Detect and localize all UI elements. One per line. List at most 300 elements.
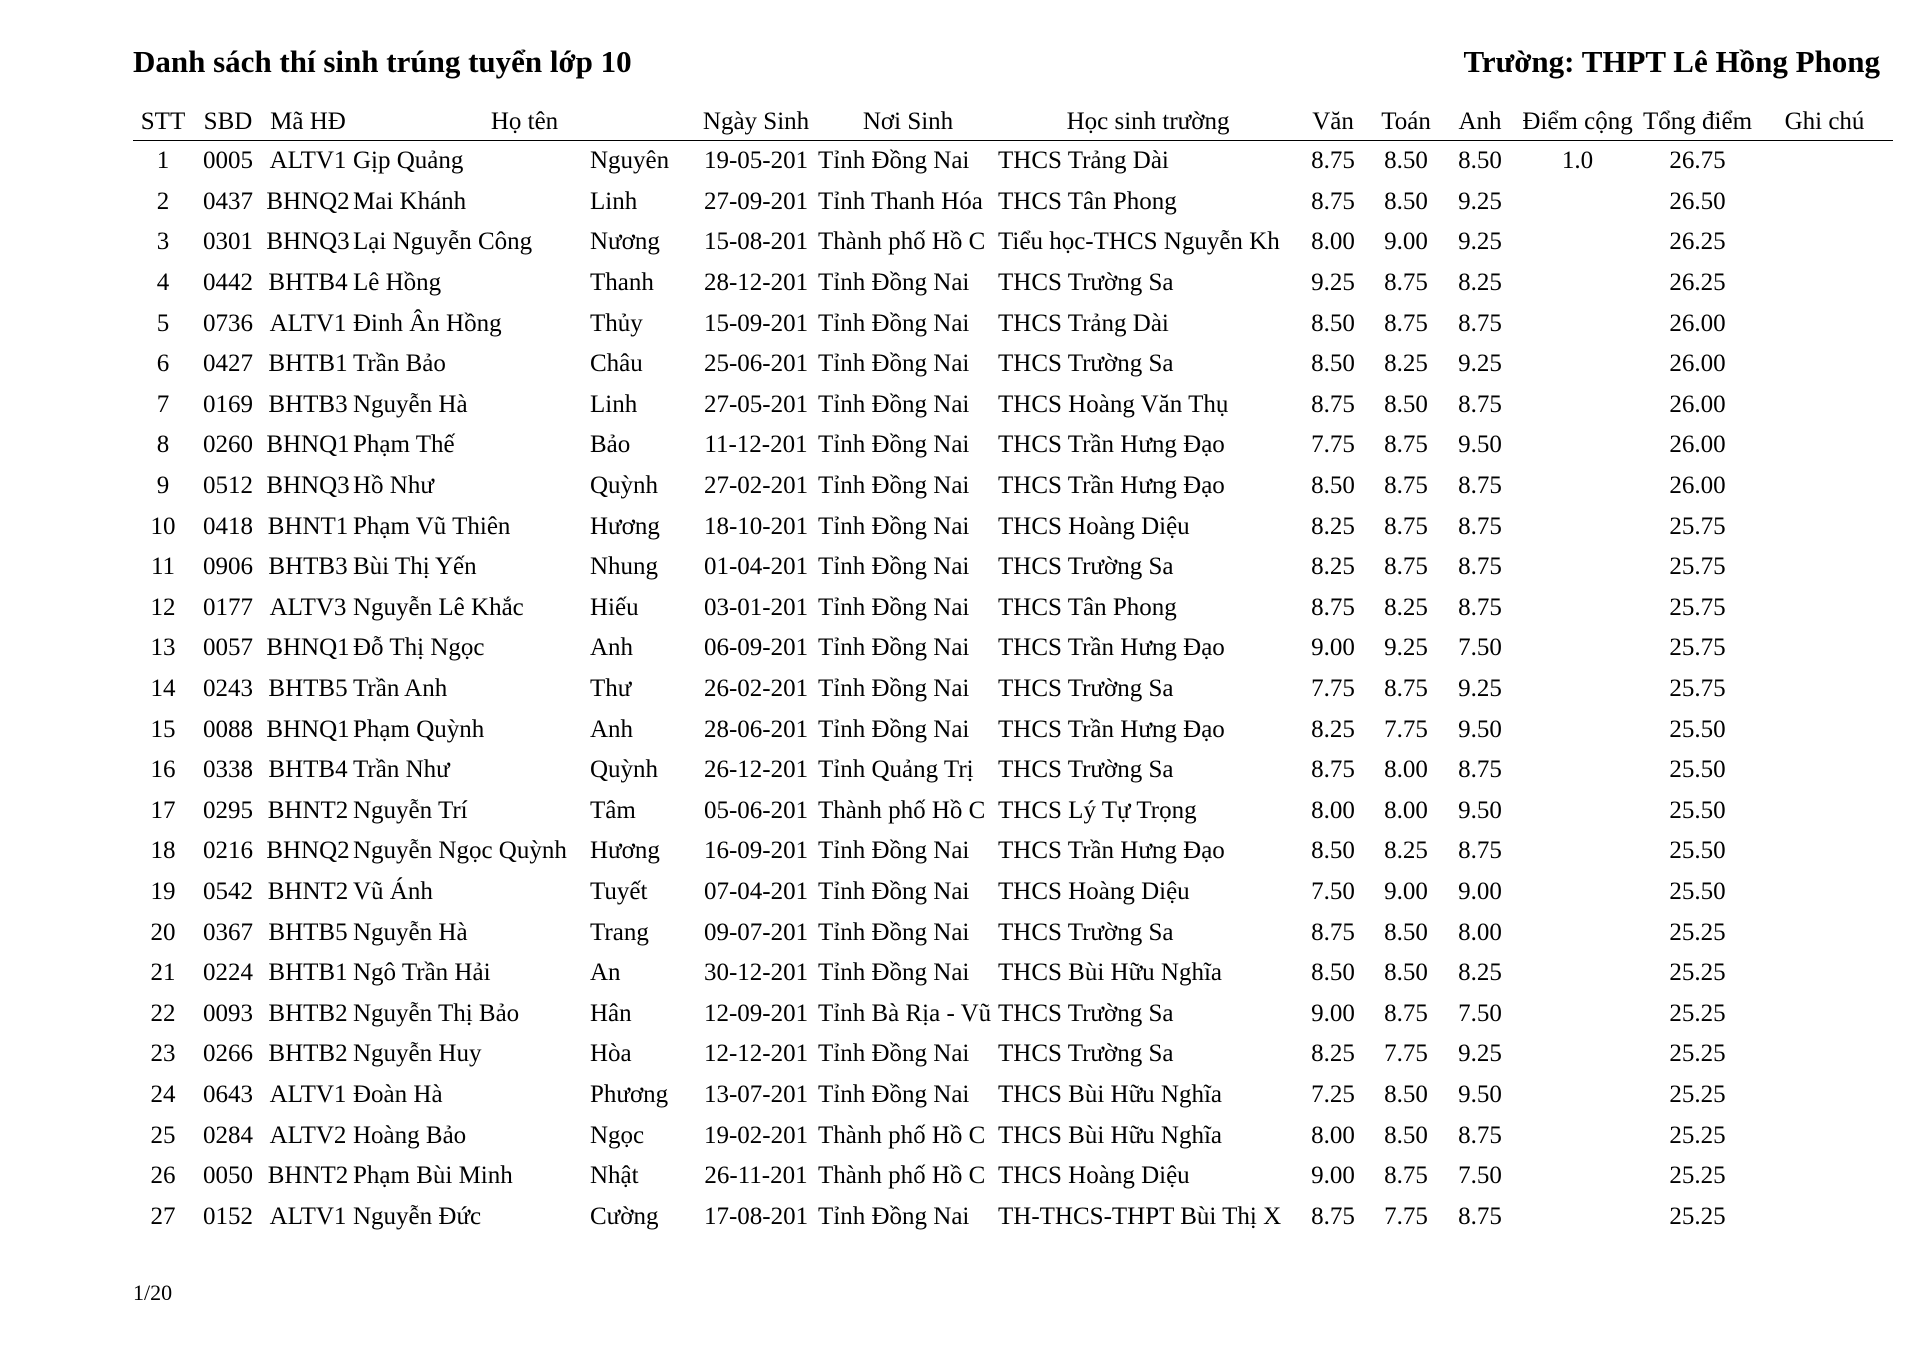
cell-diem-cong — [1516, 750, 1639, 791]
table-row — [133, 466, 1893, 507]
cell-ngay-sinh: 06-09-201 — [703, 634, 809, 662]
cell-ten: Phương — [590, 1080, 669, 1108]
cell-anh: 8.75 — [1458, 1121, 1502, 1149]
cell-diem-cong — [1516, 182, 1639, 223]
cell-tong-diem: 26.00 — [1669, 472, 1726, 500]
cell-diem-cong — [1516, 912, 1639, 953]
cell-sbd: 0284 — [203, 1121, 253, 1149]
cell-stt: 5 — [156, 309, 170, 337]
cell-ten: Hòa — [590, 1040, 632, 1068]
cell-ngay-sinh: 12-12-201 — [703, 1040, 809, 1068]
cell-noi-sinh: Tỉnh Đồng Nai — [818, 634, 970, 662]
cell-ghi-chu — [1756, 709, 1893, 750]
header-ho-ten: Họ tên — [353, 104, 696, 141]
cell-diem-cong — [1516, 263, 1639, 304]
cell-truong: THCS Trảng Dài — [998, 147, 1169, 175]
cell-noi-sinh: Tỉnh Đồng Nai — [818, 837, 970, 865]
cell-sbd: 0152 — [203, 1202, 253, 1230]
cell-ma-hd: BHNQ1 — [266, 634, 350, 662]
cell-noi-sinh: Thành phố Hồ C — [818, 228, 986, 256]
cell-truong: THCS Trường Sa — [998, 918, 1174, 946]
table-row — [133, 344, 1893, 385]
cell-anh: 8.75 — [1458, 512, 1502, 540]
cell-sbd: 0542 — [203, 877, 253, 905]
cell-ten: Cường — [590, 1202, 659, 1230]
cell-sbd: 0005 — [203, 147, 253, 175]
header-sbd: SBD — [193, 104, 263, 141]
table-row — [133, 141, 1893, 182]
table-row — [133, 709, 1893, 750]
cell-toan: 8.50 — [1384, 147, 1428, 175]
table-row — [133, 303, 1893, 344]
cell-noi-sinh: Tỉnh Đồng Nai — [818, 472, 970, 500]
table-row — [133, 182, 1893, 223]
cell-diem-cong — [1516, 1196, 1639, 1237]
cell-sbd: 0093 — [203, 999, 253, 1027]
cell-ma-hd: BHNQ1 — [266, 431, 350, 459]
cell-noi-sinh: Tỉnh Đồng Nai — [818, 390, 970, 418]
cell-stt: 6 — [156, 350, 170, 378]
cell-anh: 8.00 — [1458, 918, 1502, 946]
cell-diem-cong — [1516, 1156, 1639, 1197]
cell-diem-cong — [1516, 669, 1639, 710]
cell-stt: 14 — [150, 675, 176, 703]
cell-van: 7.50 — [1311, 877, 1355, 905]
table-row — [133, 263, 1893, 304]
cell-truong: THCS Hoàng Văn Thụ — [998, 390, 1229, 418]
cell-ho-dem: Nguyễn Hà — [353, 918, 468, 946]
cell-diem-cong — [1516, 506, 1639, 547]
cell-ma-hd: BHNQ2 — [266, 187, 350, 215]
cell-ho-dem: Nguyễn Thị Bảo — [353, 999, 520, 1027]
cell-ghi-chu — [1756, 506, 1893, 547]
cell-sbd: 0295 — [203, 796, 253, 824]
cell-ghi-chu — [1756, 1196, 1893, 1237]
cell-ngay-sinh: 27-05-201 — [703, 390, 809, 418]
cell-anh: 8.75 — [1458, 390, 1502, 418]
cell-ho-dem: Phạm Bùi Minh — [353, 1162, 513, 1190]
cell-tong-diem: 25.25 — [1669, 1040, 1726, 1068]
header-toan: Toán — [1368, 104, 1444, 141]
cell-truong: THCS Trường Sa — [998, 756, 1174, 784]
cell-ghi-chu — [1756, 425, 1893, 466]
cell-ma-hd: BHTB5 — [268, 918, 348, 946]
cell-toan: 8.75 — [1384, 512, 1428, 540]
cell-sbd: 0177 — [203, 593, 253, 621]
cell-ma-hd: ALTV1 — [269, 147, 347, 175]
cell-stt: 22 — [150, 999, 176, 1027]
cell-ho-dem: Nguyễn Ngọc Quỳnh — [353, 837, 567, 865]
cell-stt: 2 — [156, 187, 170, 215]
cell-tong-diem: 25.50 — [1669, 837, 1726, 865]
cell-sbd: 0088 — [203, 715, 253, 743]
cell-noi-sinh: Thành phố Hồ C — [818, 1162, 986, 1190]
cell-ma-hd: BHTB4 — [268, 269, 348, 297]
cell-ghi-chu — [1756, 182, 1893, 223]
cell-diem-cong — [1516, 466, 1639, 507]
cell-toan: 8.25 — [1384, 593, 1428, 621]
cell-stt: 27 — [150, 1202, 176, 1230]
cell-ngay-sinh: 28-06-201 — [703, 715, 809, 743]
cell-ghi-chu — [1756, 791, 1893, 832]
cell-diem-cong — [1516, 222, 1639, 263]
cell-ma-hd: BHTB1 — [268, 959, 348, 987]
cell-ho-dem: Đinh Ân Hồng — [353, 309, 502, 337]
cell-noi-sinh: Tỉnh Đồng Nai — [818, 1202, 970, 1230]
cell-ho-dem: Lê Hồng — [353, 269, 442, 297]
cell-ten: Thanh — [590, 269, 654, 297]
cell-ten: Anh — [590, 634, 634, 662]
cell-ma-hd: ALTV1 — [269, 1080, 347, 1108]
cell-ghi-chu — [1756, 141, 1893, 182]
cell-anh: 8.75 — [1458, 837, 1502, 865]
cell-toan: 7.75 — [1384, 715, 1428, 743]
cell-ho-dem: Vũ Ánh — [353, 877, 433, 905]
header-stt: STT — [133, 104, 193, 141]
cell-van: 8.75 — [1311, 187, 1355, 215]
cell-toan: 8.50 — [1384, 959, 1428, 987]
cell-anh: 8.75 — [1458, 472, 1502, 500]
cell-tong-diem: 26.00 — [1669, 390, 1726, 418]
cell-diem-cong — [1516, 588, 1639, 629]
cell-ten: Quỳnh — [590, 472, 659, 500]
cell-van: 8.75 — [1311, 390, 1355, 418]
cell-truong: TH-THCS-THPT Bùi Thị X — [998, 1202, 1282, 1230]
cell-ngay-sinh: 17-08-201 — [703, 1202, 809, 1230]
cell-stt: 15 — [150, 715, 176, 743]
cell-diem-cong — [1516, 831, 1639, 872]
cell-anh: 8.75 — [1458, 309, 1502, 337]
cell-toan: 8.00 — [1384, 756, 1428, 784]
table-row — [133, 750, 1893, 791]
cell-ho-dem: Nguyễn Lê Khắc — [353, 593, 524, 621]
cell-ten: Châu — [590, 350, 643, 378]
cell-ten: Linh — [590, 390, 638, 418]
cell-ten: Nương — [590, 228, 660, 256]
cell-tong-diem: 26.00 — [1669, 431, 1726, 459]
cell-tong-diem: 25.50 — [1669, 877, 1726, 905]
cell-diem-cong: 1.0 — [1561, 147, 1594, 175]
cell-van: 8.50 — [1311, 309, 1355, 337]
cell-ngay-sinh: 11-12-201 — [704, 431, 808, 459]
cell-tong-diem: 25.75 — [1669, 634, 1726, 662]
cell-anh: 8.25 — [1458, 269, 1502, 297]
cell-sbd: 0266 — [203, 1040, 253, 1068]
cell-stt: 9 — [156, 472, 170, 500]
cell-diem-cong — [1516, 953, 1639, 994]
cell-ho-dem: Nguyễn Hà — [353, 390, 468, 418]
cell-van: 9.00 — [1311, 999, 1355, 1027]
cell-tong-diem: 26.25 — [1669, 228, 1726, 256]
cell-tong-diem: 25.50 — [1669, 756, 1726, 784]
cell-anh: 8.75 — [1458, 1202, 1502, 1230]
cell-van: 8.25 — [1311, 1040, 1355, 1068]
cell-diem-cong — [1516, 344, 1639, 385]
cell-sbd: 0418 — [203, 512, 253, 540]
header-noi-sinh: Nơi Sinh — [816, 104, 998, 141]
table-row — [133, 628, 1893, 669]
cell-ten: Thư — [590, 675, 632, 703]
cell-van: 8.00 — [1311, 228, 1355, 256]
cell-ho-dem: Bùi Thị Yến — [353, 553, 477, 581]
cell-tong-diem: 25.25 — [1669, 1202, 1726, 1230]
cell-stt: 12 — [150, 593, 176, 621]
cell-ghi-chu — [1756, 872, 1893, 913]
cell-sbd: 0050 — [203, 1162, 253, 1190]
table-row — [133, 385, 1893, 426]
header-diem-cong: Điểm cộng — [1516, 104, 1639, 141]
cell-truong: THCS Hoàng Diệu — [998, 1162, 1190, 1190]
cell-tong-diem: 25.75 — [1669, 675, 1726, 703]
cell-ho-dem: Phạm Vũ Thiên — [353, 512, 511, 540]
cell-toan: 8.25 — [1384, 837, 1428, 865]
cell-tong-diem: 26.00 — [1669, 350, 1726, 378]
cell-diem-cong — [1516, 1115, 1639, 1156]
cell-ghi-chu — [1756, 953, 1893, 994]
cell-truong: THCS Trường Sa — [998, 675, 1174, 703]
cell-sbd: 0224 — [203, 959, 253, 987]
cell-toan: 7.75 — [1384, 1202, 1428, 1230]
cell-stt: 26 — [150, 1162, 176, 1190]
cell-ho-dem: Trần Anh — [353, 675, 448, 703]
cell-ten: Tâm — [590, 796, 636, 824]
cell-ma-hd: BHTB5 — [268, 675, 348, 703]
cell-ghi-chu — [1756, 1156, 1893, 1197]
cell-diem-cong — [1516, 303, 1639, 344]
cell-anh: 9.25 — [1458, 1040, 1502, 1068]
cell-sbd: 0169 — [203, 390, 253, 418]
cell-stt: 23 — [150, 1040, 176, 1068]
cell-van: 8.00 — [1311, 1121, 1355, 1149]
cell-ma-hd: ALTV1 — [269, 309, 347, 337]
cell-truong: THCS Trảng Dài — [998, 309, 1169, 337]
cell-noi-sinh: Tỉnh Đồng Nai — [818, 350, 970, 378]
header-anh: Anh — [1444, 104, 1516, 141]
cell-ma-hd: BHNQ3 — [266, 472, 350, 500]
cell-ho-dem: Lại Nguyễn Công — [353, 228, 533, 256]
cell-toan: 8.50 — [1384, 918, 1428, 946]
cell-ho-dem: Đoàn Hà — [353, 1080, 443, 1108]
cell-ma-hd: BHNQ1 — [266, 715, 350, 743]
cell-ho-dem: Hoàng Bảo — [353, 1121, 467, 1149]
cell-sbd: 0643 — [203, 1080, 253, 1108]
cell-ngay-sinh: 26-11-201 — [704, 1162, 808, 1190]
cell-truong: THCS Trần Hưng Đạo — [998, 472, 1225, 500]
cell-truong: THCS Hoàng Diệu — [998, 512, 1190, 540]
cell-toan: 8.75 — [1384, 553, 1428, 581]
cell-noi-sinh: Tỉnh Bà Rịa - Vũ — [818, 999, 992, 1027]
cell-ten: Nhật — [590, 1162, 639, 1190]
cell-ngay-sinh: 07-04-201 — [703, 877, 809, 905]
cell-ghi-chu — [1756, 1034, 1893, 1075]
cell-van: 7.25 — [1311, 1080, 1355, 1108]
cell-ma-hd: ALTV2 — [269, 1121, 347, 1149]
cell-tong-diem: 25.25 — [1669, 1162, 1726, 1190]
cell-toan: 8.75 — [1384, 999, 1428, 1027]
cell-ten: Hân — [590, 999, 632, 1027]
cell-tong-diem: 25.75 — [1669, 512, 1726, 540]
cell-anh: 8.25 — [1458, 959, 1502, 987]
cell-ngay-sinh: 15-08-201 — [703, 228, 809, 256]
cell-anh: 8.75 — [1458, 593, 1502, 621]
cell-truong: THCS Hoàng Diệu — [998, 877, 1190, 905]
cell-stt: 19 — [150, 877, 176, 905]
cell-ho-dem: Nguyễn Huy — [353, 1040, 482, 1068]
cell-noi-sinh: Tỉnh Đồng Nai — [818, 309, 970, 337]
cell-ma-hd: BHTB3 — [268, 390, 348, 418]
cell-ngay-sinh: 30-12-201 — [703, 959, 809, 987]
cell-ngay-sinh: 12-09-201 — [703, 999, 809, 1027]
cell-sbd: 0512 — [203, 472, 253, 500]
table-row — [133, 1115, 1893, 1156]
cell-stt: 4 — [156, 269, 170, 297]
cell-ten: Linh — [590, 187, 638, 215]
cell-ghi-chu — [1756, 222, 1893, 263]
cell-diem-cong — [1516, 628, 1639, 669]
cell-ten: Nhung — [590, 553, 659, 581]
cell-toan: 9.25 — [1384, 634, 1428, 662]
cell-noi-sinh: Tỉnh Đồng Nai — [818, 512, 970, 540]
cell-sbd: 0338 — [203, 756, 253, 784]
cell-truong: THCS Trần Hưng Đạo — [998, 431, 1225, 459]
cell-ngay-sinh: 19-02-201 — [703, 1121, 809, 1149]
cell-diem-cong — [1516, 425, 1639, 466]
cell-ho-dem: Ngô Trần Hải — [353, 959, 491, 987]
cell-stt: 3 — [156, 228, 170, 256]
cell-sbd: 0442 — [203, 269, 253, 297]
cell-toan: 8.75 — [1384, 1162, 1428, 1190]
cell-noi-sinh: Tỉnh Đồng Nai — [818, 715, 970, 743]
cell-truong: THCS Trường Sa — [998, 350, 1174, 378]
table-row — [133, 1075, 1893, 1116]
table-row — [133, 831, 1893, 872]
cell-anh: 7.50 — [1458, 1162, 1502, 1190]
cell-truong: THCS Trần Hưng Đạo — [998, 837, 1225, 865]
table-row — [133, 425, 1893, 466]
cell-noi-sinh: Tỉnh Đồng Nai — [818, 553, 970, 581]
table-row — [133, 669, 1893, 710]
cell-stt: 25 — [150, 1121, 176, 1149]
cell-toan: 8.75 — [1384, 431, 1428, 459]
cell-ma-hd: BHTB2 — [268, 1040, 348, 1068]
table-row — [133, 1034, 1893, 1075]
cell-tong-diem: 25.25 — [1669, 1121, 1726, 1149]
cell-ho-dem: Trần Bảo — [353, 350, 446, 378]
cell-stt: 10 — [150, 512, 176, 540]
page-number: 1/20 — [133, 1280, 173, 1305]
cell-ngay-sinh: 03-01-201 — [703, 593, 809, 621]
table-row — [133, 588, 1893, 629]
cell-stt: 20 — [150, 918, 176, 946]
cell-ten: Quỳnh — [590, 756, 659, 784]
cell-van: 8.75 — [1311, 147, 1355, 175]
table-row — [133, 953, 1893, 994]
cell-noi-sinh: Thành phố Hồ C — [818, 796, 986, 824]
cell-ngay-sinh: 01-04-201 — [703, 553, 809, 581]
cell-van: 8.50 — [1311, 959, 1355, 987]
cell-toan: 7.75 — [1384, 1040, 1428, 1068]
cell-tong-diem: 25.50 — [1669, 715, 1726, 743]
cell-toan: 9.00 — [1384, 877, 1428, 905]
cell-ngay-sinh: 28-12-201 — [703, 269, 809, 297]
header-ma-hd: Mã HĐ — [263, 104, 353, 141]
cell-diem-cong — [1516, 709, 1639, 750]
cell-van: 8.75 — [1311, 1202, 1355, 1230]
cell-ngay-sinh: 27-09-201 — [703, 187, 809, 215]
cell-sbd: 0437 — [203, 187, 253, 215]
cell-diem-cong — [1516, 993, 1639, 1034]
cell-noi-sinh: Tỉnh Đồng Nai — [818, 959, 970, 987]
cell-ghi-chu — [1756, 1115, 1893, 1156]
cell-ho-dem: Nguyễn Đức — [353, 1202, 482, 1230]
header-van: Văn — [1298, 104, 1368, 141]
cell-stt: 13 — [150, 634, 176, 662]
cell-tong-diem: 25.75 — [1669, 593, 1726, 621]
cell-truong: THCS Trường Sa — [998, 553, 1174, 581]
table-row — [133, 1156, 1893, 1197]
cell-noi-sinh: Tỉnh Đồng Nai — [818, 675, 970, 703]
cell-ten: Trang — [590, 918, 649, 946]
cell-ten: Tuyết — [590, 877, 648, 905]
cell-tong-diem: 25.50 — [1669, 796, 1726, 824]
cell-ma-hd: ALTV1 — [269, 1202, 347, 1230]
cell-ghi-chu — [1756, 669, 1893, 710]
cell-tong-diem: 26.50 — [1669, 187, 1726, 215]
cell-noi-sinh: Thành phố Hồ C — [818, 1121, 986, 1149]
cell-anh: 9.50 — [1458, 1080, 1502, 1108]
cell-anh: 9.25 — [1458, 675, 1502, 703]
cell-van: 8.50 — [1311, 472, 1355, 500]
cell-sbd: 0260 — [203, 431, 253, 459]
cell-ma-hd: BHNQ2 — [266, 837, 350, 865]
cell-toan: 8.75 — [1384, 472, 1428, 500]
cell-ho-dem: Mai Khánh — [353, 187, 467, 215]
cell-ngay-sinh: 16-09-201 — [703, 837, 809, 865]
admission-table — [133, 104, 1893, 1237]
cell-toan: 8.25 — [1384, 350, 1428, 378]
cell-sbd: 0906 — [203, 553, 253, 581]
cell-van: 8.25 — [1311, 553, 1355, 581]
cell-noi-sinh: Tỉnh Quảng Trị — [818, 756, 974, 784]
cell-ten: Nguyên — [590, 147, 670, 175]
cell-ghi-chu — [1756, 547, 1893, 588]
cell-ten: Bảo — [590, 431, 631, 459]
cell-tong-diem: 26.00 — [1669, 309, 1726, 337]
cell-tong-diem: 25.25 — [1669, 999, 1726, 1027]
cell-ho-dem: Hồ Như — [353, 472, 434, 500]
cell-anh: 9.25 — [1458, 228, 1502, 256]
cell-sbd: 0057 — [203, 634, 253, 662]
cell-ho-dem: Gịp Quảng — [353, 147, 464, 175]
cell-ngay-sinh: 26-02-201 — [703, 675, 809, 703]
cell-tong-diem: 25.25 — [1669, 959, 1726, 987]
cell-ghi-chu — [1756, 466, 1893, 507]
cell-diem-cong — [1516, 547, 1639, 588]
cell-van: 8.75 — [1311, 756, 1355, 784]
cell-sbd: 0367 — [203, 918, 253, 946]
cell-ma-hd: BHTB2 — [268, 999, 348, 1027]
cell-ngay-sinh: 13-07-201 — [703, 1080, 809, 1108]
cell-noi-sinh: Tỉnh Đồng Nai — [818, 431, 970, 459]
cell-van: 7.75 — [1311, 431, 1355, 459]
cell-noi-sinh: Tỉnh Đồng Nai — [818, 269, 970, 297]
cell-ghi-chu — [1756, 344, 1893, 385]
cell-ma-hd: ALTV3 — [269, 593, 347, 621]
cell-truong: THCS Tân Phong — [998, 593, 1177, 621]
table-header-row — [133, 104, 1893, 141]
cell-truong: THCS Trường Sa — [998, 999, 1174, 1027]
cell-van: 8.25 — [1311, 715, 1355, 743]
